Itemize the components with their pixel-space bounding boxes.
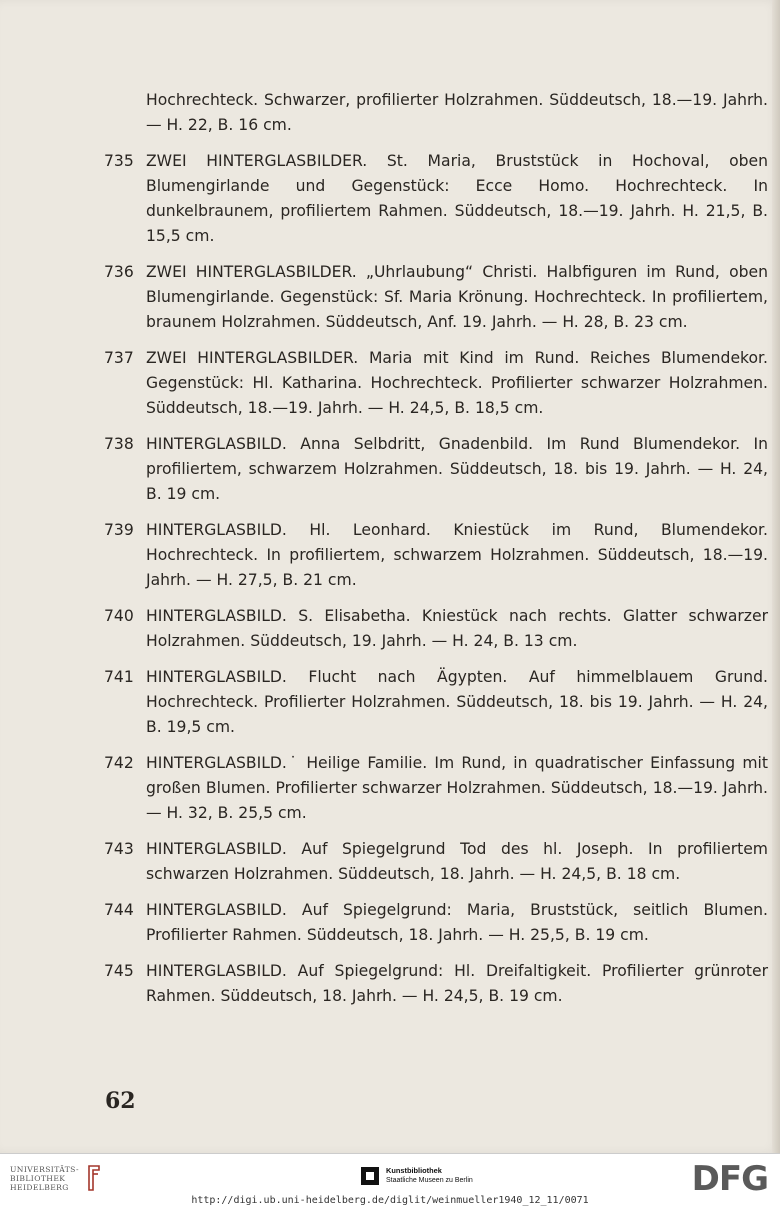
kunstbibliothek-title: Kunstbibliothek xyxy=(386,1166,442,1175)
entry-number: 735 xyxy=(104,152,134,171)
entry-number: 737 xyxy=(104,348,134,367)
entry-text: HINTERGLASBILD. Auf Spiegelgrund: Hl. Dreifaltigkeit. Profilierter grünroter Rahmen. Süddeutsch, 18. Jahrh. — H. 24,5, B. 19 cm. xyxy=(146,962,768,1006)
catalog-entry xyxy=(104,346,768,420)
kunstbibliothek-emblem-icon xyxy=(360,1166,380,1186)
catalog-entry xyxy=(104,898,768,948)
page-edge-shadow xyxy=(772,0,780,1153)
dfg-logo[interactable]: DFG xyxy=(691,1159,768,1199)
catalog-entry xyxy=(104,88,768,138)
entry-text: HINTERGLASBILD. Flucht nach Ägypten. Auf himmelblauem Grund. Hochrechteck. Profilierter Holzrahmen. Süddeutsch, 18. bis 19. Jahrh. — H. 24, B. 19,5 cm. xyxy=(146,668,768,736)
entry-number: 741 xyxy=(104,668,134,687)
entry-number: 736 xyxy=(104,262,134,281)
catalog-entry xyxy=(104,751,768,825)
entry-text: ZWEI HINTERGLASBILDER. St. Maria, Bruststück in Hochoval, oben Blumengirlande und Gegenstück: Ecce Homo. Hochrechteck. In dunkelbraunem, profiliertem Rahmen. Süddeutsch, 18.—19. Jahrh. H. 21,5, B. 15,5 cm. xyxy=(146,152,768,245)
catalog-entry xyxy=(104,837,768,887)
kunstbibliothek-logo[interactable] xyxy=(360,1166,473,1186)
catalog-entry xyxy=(104,604,768,654)
entry-text: ZWEI HINTERGLASBILDER. Maria mit Kind im Rund. Reiches Blumendekor. Gegenstück: Hl. Katharina. Hochrechteck. Profilierter schwarzer Holzrahmen. Süddeutsch, 18.—19. Jahrh. — H. 24,5, B. 18,5 cm. xyxy=(146,348,768,417)
entry-text: HINTERGLASBILD. Auf Spiegelgrund Tod des hl. Joseph. In profiliertem schwarzen Holzrahmen. Süddeutsch, 18. Jahrh. — H. 24,5, B. 18 cm. xyxy=(146,840,768,883)
entry-number: 739 xyxy=(104,520,134,539)
entry-text: Hochrechteck. Schwarzer, profilierter Holzrahmen. Süddeutsch, 18.—19. Jahrh. — H. 22, B. 16 cm. xyxy=(146,91,768,134)
library-emblem-icon xyxy=(83,1164,103,1192)
university-library-logo[interactable] xyxy=(10,1164,103,1192)
entry-number: 745 xyxy=(104,962,134,981)
catalog-entry xyxy=(104,260,768,334)
page-url[interactable]: http://digi.ub.uni-heidelberg.de/diglit/weinmueller1940_12_11/0071 xyxy=(191,1195,589,1206)
entry-text: HINTERGLASBILD. S. Elisabetha. Kniestück nach rechts. Glatter schwarzer Holzrahmen. Süddeutsch, 19. Jahrh. — H. 24, B. 13 cm. xyxy=(146,606,768,650)
entry-text: ZWEI HINTERGLASBILDER. „Uhrlaubung“ Christi. Halbfiguren im Rund, oben Blumengirlande. Gegenstück: Sf. Maria Krönung. Hochrechteck. In profiliertem, braunem Holzrahmen. Süddeutsch, Anf. 19. Jahrh. — H. 28, B. 23 cm. xyxy=(146,262,768,331)
catalog-entry xyxy=(104,959,768,1009)
entry-number: 742 xyxy=(104,754,134,773)
university-library-name: UNIVERSITÄTS- BIBLIOTHEK HEIDELBERG xyxy=(10,1164,80,1192)
page-number: 62 xyxy=(105,1088,136,1114)
entry-text: HINTERGLASBILD. Auf Spiegelgrund: Maria, Bruststück, seitlich Blumen. Profilierter Rahmen. Süddeutsch, 18. Jahrh. — H. 25,5, B. 19 cm. xyxy=(146,901,768,945)
entry-text: HINTERGLASBILD. Anna Selbdritt, Gnadenbild. Im Rund Blumendekor. In profiliertem, schwarzem Holzrahmen. Süddeutsch, 18. bis 19. Jahrh. — H. 24, B. 19 cm. xyxy=(146,434,768,503)
entry-number: 740 xyxy=(104,606,134,625)
catalog-entries xyxy=(104,88,768,1021)
entry-number: 744 xyxy=(104,901,134,920)
entry-text: HINTERGLASBILD. Hl. Leonhard. Kniestück im Rund, Blumendekor. Hochrechteck. In profiliertem, schwarzem Holzrahmen. Süddeutsch, 18.—19. Jahrh. — H. 27,5, B. 21 cm. xyxy=(146,520,768,589)
catalog-entry xyxy=(104,518,768,592)
kunstbibliothek-subtitle: Staatliche Museen zu Berlin xyxy=(386,1177,473,1184)
entry-number: 743 xyxy=(104,840,134,859)
entry-text: HINTERGLASBILD.˙ Heilige Familie. Im Rund, in quadratischer Einfassung mit großen Blumen. Profilierter schwarzer Holzrahmen. Süddeutsch, 18.—19. Jahrh. — H. 32, B. 25,5 cm. xyxy=(146,754,768,822)
catalog-entry xyxy=(104,665,768,739)
catalog-entry xyxy=(104,149,768,248)
catalog-entry xyxy=(104,432,768,506)
entry-number: 738 xyxy=(104,434,134,453)
